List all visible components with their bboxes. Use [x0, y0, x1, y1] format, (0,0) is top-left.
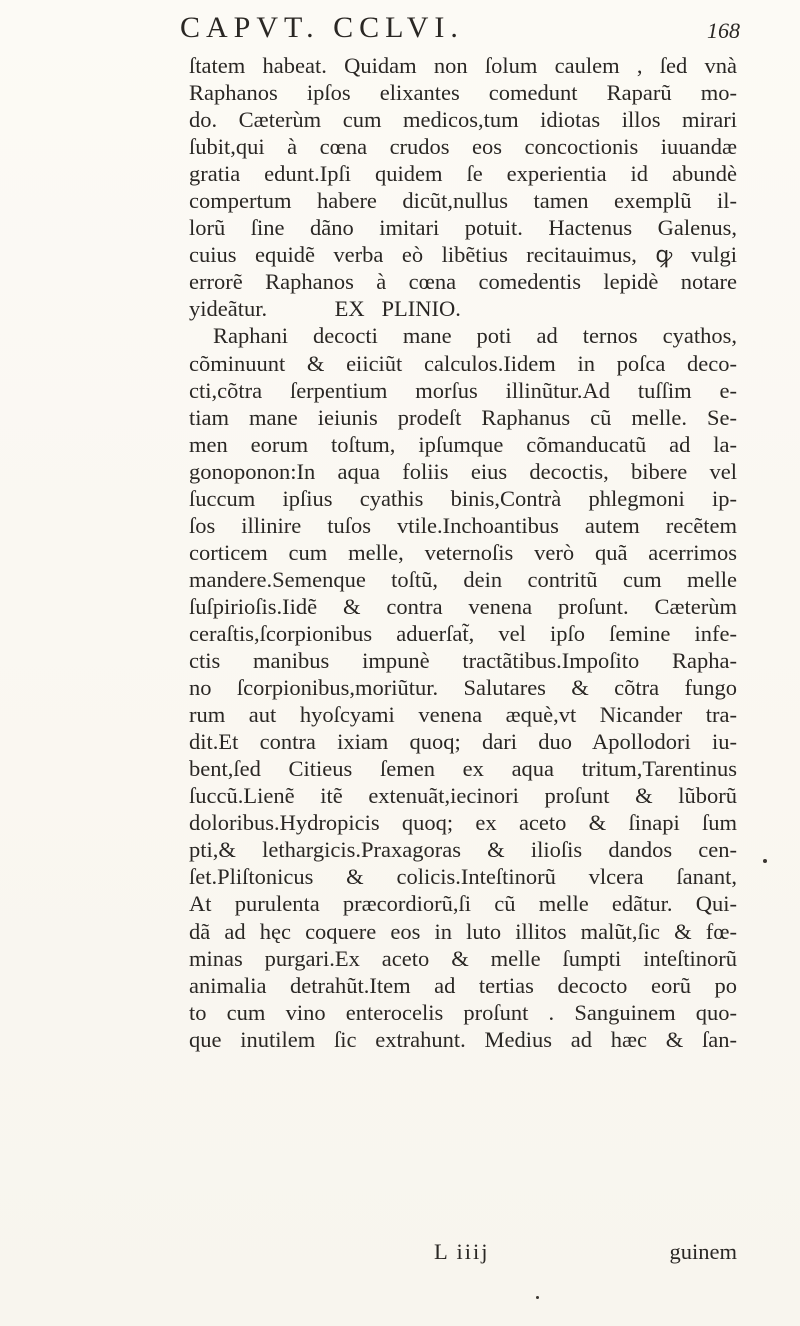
text-line: dã ad hęc coquere eos in luto illitos malũt,ſic & fœ- [189, 918, 737, 944]
text-line: ſtatem habeat. Quidam non ſolum caulem , ſed vnà [189, 53, 737, 78]
text-line: ſuccum ipſius cyathis binis,Contrà phlegmoni ip- [189, 485, 737, 511]
text-line: ctis manibus impunè tractãtibus.Impoſito Rapha- [189, 648, 737, 674]
signature-mark: L iiij [434, 1239, 490, 1264]
body-text [189, 52, 737, 1053]
page-header [180, 10, 740, 46]
text-line: gratia edunt.Ipſi quidem ſe experientia id abundè [189, 161, 737, 187]
text-line: no ſcorpionibus,moriũtur. Salutares & cõtra fungo [189, 675, 737, 701]
text-line: cti,cõtra ſerpentium morſus illinũtur.Ad tuſſim e- [189, 377, 737, 403]
text-line: ceraſtis,ſcorpionibus aduerſat̃, vel ipſo ſemine infe- [189, 620, 737, 646]
text-line: doloribus.Hydropicis quoq; ex aceto & ſinapi ſum [189, 810, 737, 836]
text-line: animalia detrahũt.Item ad tertias decocto eorũ po [189, 972, 737, 998]
text-line: ſuſpirioſis.Iidẽ & contra venena proſunt. Cæterùm [189, 593, 737, 619]
catchword: guinem [669, 1239, 737, 1264]
text-line: yideãtur. EX PLINIO. [189, 296, 461, 322]
text-line: lorũ ſine dãno imitari potuit. Hactenus Galenus, [189, 215, 737, 241]
text-line: At purulenta præcordiorũ,ſi cũ melle edãtur. Qui- [189, 891, 737, 917]
text-line: Raphani decocti mane poti ad ternos cyathos, [213, 323, 737, 349]
text-line: compertum habere dicũt,nullus tamen exemplũ il- [189, 188, 737, 214]
text-line: cuius equidẽ verba eò libẽtius recitauimus, ꝙ vulgi [189, 242, 737, 268]
text-line: ſos illinire tuſos vtile.Inchoantibus autem recẽtem [189, 512, 737, 538]
text-line: mandere.Semenque toſtũ, dein contritũ cum melle [189, 566, 737, 592]
text-line: to cum vino enterocelis proſunt . Sanguinem quo- [189, 999, 737, 1025]
running-head: CAPVT. CCLVI. [180, 11, 464, 44]
text-line: ſet.Pliſtonicus & colicis.Inteſtinorũ vlcera ſanant, [189, 864, 737, 890]
folio-number: 168 [707, 18, 740, 43]
text-line: tiam mane ieiunis prodeſt Raphanus cũ melle. Se- [189, 404, 737, 430]
text-line: Raphanos ipſos elixantes comedunt Raparũ mo- [189, 80, 737, 106]
text-line: que inutilem ſic extrahunt. Medius ad hæc & ſan- [189, 1026, 737, 1052]
ink-speck [763, 859, 767, 863]
text-line: men eorum toſtum, ipſumque cõmanducatũ ad la- [189, 431, 737, 457]
text-line: gonoponon:In aqua foliis eius decoctis, bibere vel [189, 458, 737, 484]
text-line: minas purgari.Ex aceto & melle ſumpti inteſtinorũ [189, 945, 737, 971]
ink-speck [536, 1296, 539, 1299]
text-line: do. Cæterùm cum medicos,tum idiotas illos mirari [189, 107, 737, 133]
text-line: dit.Et contra ixiam quoq; dari duo Apollodori iu- [189, 729, 737, 755]
text-line: pti,& lethargicis.Praxagoras & ilioſis dandos cen- [189, 837, 737, 863]
text-line: ſubit,qui à cœna crudos eos concoctionis iuuandæ [189, 134, 737, 160]
text-line: bent,ſed Citieus ſemen ex aqua tritum,Tarentinus [189, 756, 737, 782]
page-footer [189, 1237, 737, 1267]
text-line: cõminuunt & eiiciũt calculos.Iidem in poſca deco- [189, 350, 737, 376]
text-line: errorẽ Raphanos à cœna comedentis lepidè notare [189, 269, 737, 295]
text-line: corticem cum melle, veternoſis verò quã acerrimos [189, 539, 737, 565]
text-line: rum aut hyoſcyami venena æquè,vt Nicander tra- [189, 702, 737, 728]
text-line: ſuccũ.Lienẽ itẽ extenuãt,iecinori proſunt & lũborũ [189, 783, 737, 809]
